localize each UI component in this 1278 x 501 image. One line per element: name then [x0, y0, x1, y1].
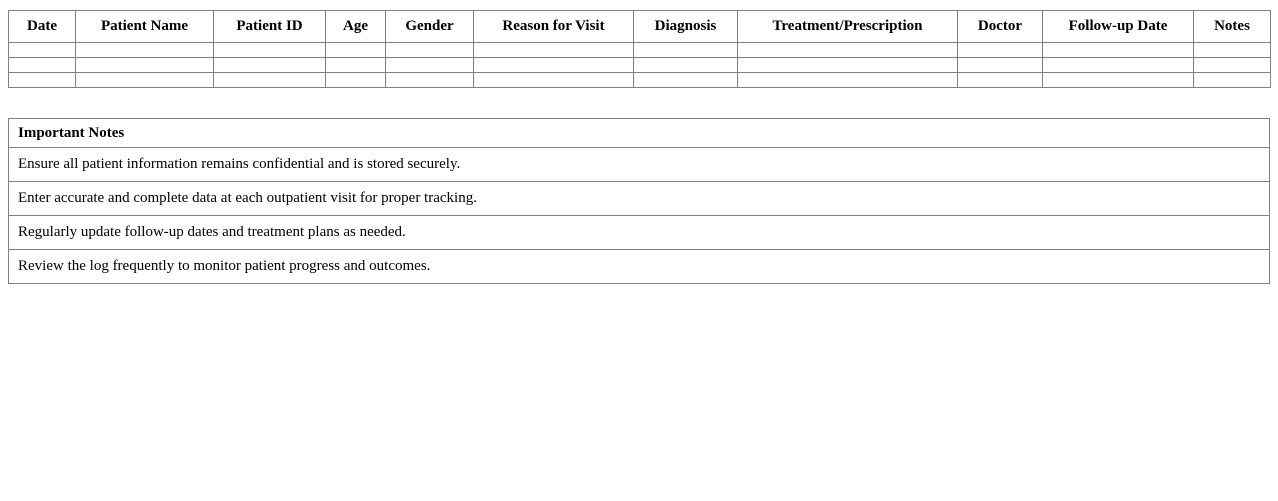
notes-table-title: Important Notes	[9, 119, 1270, 148]
empty-cell-notes[interactable]	[1194, 58, 1271, 73]
empty-cell-notes[interactable]	[1194, 43, 1271, 58]
empty-cell-patient-name[interactable]	[76, 58, 214, 73]
empty-cell-doctor[interactable]	[958, 58, 1043, 73]
notes-table-header-row	[9, 119, 1270, 148]
column-header-follow-up-date: Follow-up Date	[1043, 11, 1194, 43]
empty-cell-patient-id[interactable]	[214, 58, 326, 73]
empty-cell-patient-id[interactable]	[214, 43, 326, 58]
empty-cell-treatment-prescription[interactable]	[738, 43, 958, 58]
log-table-header-row	[9, 11, 1271, 43]
empty-cell-diagnosis[interactable]	[634, 43, 738, 58]
empty-cell-gender[interactable]	[386, 73, 474, 88]
empty-cell-diagnosis[interactable]	[634, 58, 738, 73]
empty-cell-patient-name[interactable]	[76, 43, 214, 58]
column-header-notes: Notes	[1194, 11, 1271, 43]
patient-log-table	[8, 10, 1271, 88]
column-header-gender: Gender	[386, 11, 474, 43]
empty-cell-patient-name[interactable]	[76, 73, 214, 88]
empty-cell-treatment-prescription[interactable]	[738, 73, 958, 88]
empty-cell-date[interactable]	[9, 58, 76, 73]
empty-cell-reason-for-visit[interactable]	[474, 73, 634, 88]
column-header-patient-id: Patient ID	[214, 11, 326, 43]
note-item-review-log: Review the log frequently to monitor patient progress and outcomes.	[9, 250, 1270, 284]
column-header-age: Age	[326, 11, 386, 43]
empty-cell-date[interactable]	[9, 43, 76, 58]
empty-cell-diagnosis[interactable]	[634, 73, 738, 88]
log-table-empty-row	[9, 58, 1271, 73]
empty-cell-treatment-prescription[interactable]	[738, 58, 958, 73]
note-item-accurate-data: Enter accurate and complete data at each outpatient visit for proper tracking.	[9, 182, 1270, 216]
note-row	[9, 250, 1270, 284]
log-table-empty-row	[9, 73, 1271, 88]
note-row	[9, 216, 1270, 250]
log-table-empty-row	[9, 43, 1271, 58]
note-row	[9, 148, 1270, 182]
empty-cell-gender[interactable]	[386, 43, 474, 58]
note-item-confidentiality: Ensure all patient information remains confidential and is stored securely.	[9, 148, 1270, 182]
column-header-diagnosis: Diagnosis	[634, 11, 738, 43]
empty-cell-follow-up-date[interactable]	[1043, 58, 1194, 73]
note-item-update-followups: Regularly update follow-up dates and treatment plans as needed.	[9, 216, 1270, 250]
empty-cell-age[interactable]	[326, 43, 386, 58]
empty-cell-patient-id[interactable]	[214, 73, 326, 88]
empty-cell-doctor[interactable]	[958, 73, 1043, 88]
empty-cell-reason-for-visit[interactable]	[474, 43, 634, 58]
empty-cell-age[interactable]	[326, 58, 386, 73]
note-row	[9, 182, 1270, 216]
empty-cell-doctor[interactable]	[958, 43, 1043, 58]
column-header-reason-for-visit: Reason for Visit	[474, 11, 634, 43]
empty-cell-reason-for-visit[interactable]	[474, 58, 634, 73]
column-header-doctor: Doctor	[958, 11, 1043, 43]
column-header-date: Date	[9, 11, 76, 43]
empty-cell-notes[interactable]	[1194, 73, 1271, 88]
column-header-treatment-prescription: Treatment/Prescription	[738, 11, 958, 43]
empty-cell-follow-up-date[interactable]	[1043, 43, 1194, 58]
important-notes-table	[8, 118, 1270, 284]
empty-cell-gender[interactable]	[386, 58, 474, 73]
empty-cell-date[interactable]	[9, 73, 76, 88]
column-header-patient-name: Patient Name	[76, 11, 214, 43]
empty-cell-age[interactable]	[326, 73, 386, 88]
empty-cell-follow-up-date[interactable]	[1043, 73, 1194, 88]
